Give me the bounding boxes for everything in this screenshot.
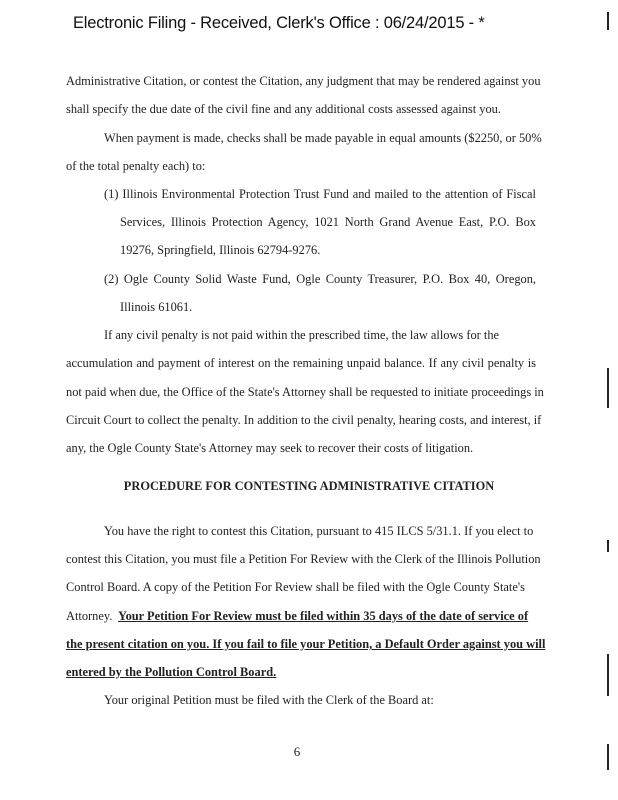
payee-item-1-address: 19276, Springfield, Illinois 62794-9276.	[120, 243, 321, 257]
margin-mark	[607, 12, 609, 30]
margin-mark	[607, 744, 609, 770]
body-line: Circuit Court to collect the penalty. In addition to the civil penalty, hearing costs, and interest, if	[66, 413, 542, 427]
body-line: Attorney.	[66, 609, 113, 623]
payee-item-1: (1) Illinois Environmental Protection Trust Fund and mailed to the attention of Fiscal	[104, 187, 536, 201]
body-line: When payment is made, checks shall be made payable in equal amounts ($2250, or 50%	[104, 131, 542, 145]
section-heading: PROCEDURE FOR CONTESTING ADMINISTRATIVE CITATION	[123, 479, 495, 493]
body-line: not paid when due, the Office of the State's Attorney shall be requested to initiate proceedings in	[66, 385, 544, 399]
margin-mark	[607, 654, 609, 696]
payee-item-2: (2) Ogle County Solid Waste Fund, Ogle County Treasurer, P.O. Box 40, Oregon,	[104, 272, 536, 286]
payee-item-1-address: Services, Illinois Protection Agency, 1021 North Grand Avenue East, P.O. Box	[120, 215, 536, 229]
body-line: You have the right to contest this Citation, pursuant to 415 ILCS 5/31.1. If you elect to	[104, 524, 534, 538]
body-line: accumulation and payment of interest on the remaining unpaid balance. If any civil penalty is	[66, 356, 536, 370]
body-line: shall specify the due date of the civil fine and any additional costs assessed against you.	[66, 102, 501, 116]
body-line: If any civil penalty is not paid within the prescribed time, the law allows for the	[104, 328, 500, 342]
default-order-warning: entered by the Pollution Control Board.	[66, 665, 277, 679]
payee-item-2-address: Illinois 61061.	[120, 300, 193, 314]
body-line: Your original Petition must be filed with the Clerk of the Board at:	[104, 693, 434, 707]
default-order-warning: the present citation on you. If you fail to file your Petition, a Default Order against you will	[66, 637, 546, 651]
body-line: of the total penalty each) to:	[66, 159, 206, 173]
electronic-filing-header: Electronic Filing - Received, Clerk's Office : 06/24/2015 - *	[73, 14, 485, 32]
margin-mark	[607, 540, 609, 552]
filing-deadline-notice: Your Petition For Review must be filed within 35 days of the date of service of	[118, 609, 529, 623]
body-line: Administrative Citation, or contest the Citation, any judgment that may be rendered against you	[66, 74, 541, 88]
body-line: any, the Ogle County State's Attorney may seek to recover their costs of litigation.	[66, 441, 474, 455]
margin-mark	[607, 368, 609, 408]
page-number: 6	[293, 744, 301, 759]
body-line: contest this Citation, you must file a Petition For Review with the Clerk of the Illinois Pollution	[66, 552, 541, 566]
body-line: Control Board. A copy of the Petition For Review shall be filed with the Ogle County State's	[66, 580, 525, 594]
